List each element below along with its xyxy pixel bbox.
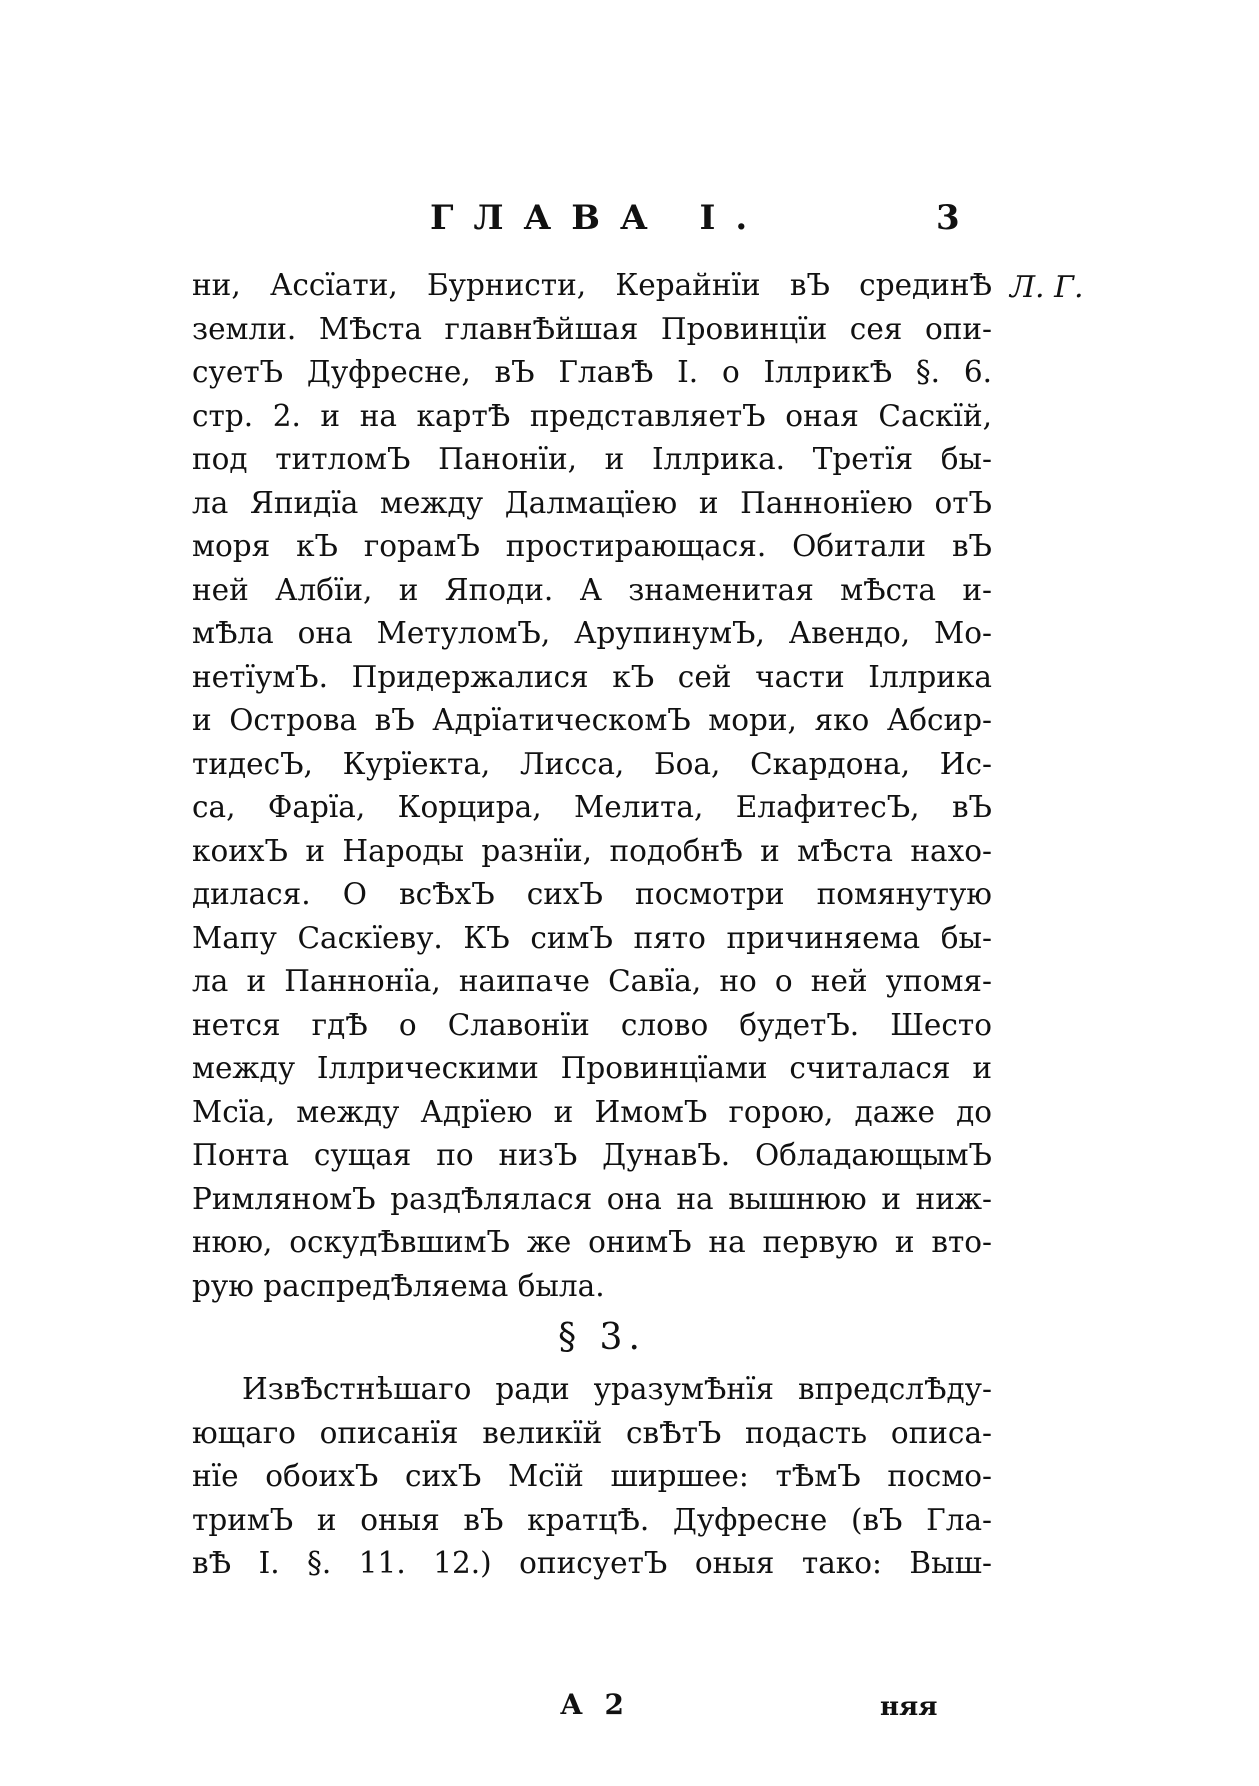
text-line: тидесЪ, Курїекта, Лисса, Боа, Скардона, Ис- xyxy=(192,746,992,781)
margin-note: Л. Г. xyxy=(1010,270,1084,305)
paragraph-1 xyxy=(192,264,992,1308)
main-text xyxy=(192,264,992,1586)
text-line: Мапу Саскїеву. КЪ симЪ пято причиняема бы- xyxy=(192,920,992,955)
text-line: нюю, оскудѢвшимЪ же онимЪ на первую и вто- xyxy=(192,1225,992,1259)
text-line: РимляномЪ раздѢлялася она на вышнюю и ниж- xyxy=(192,1181,992,1216)
text-line: ла и Паннонїа, наипаче Савїа, но о ней упомя- xyxy=(192,964,992,998)
catchword: няя xyxy=(880,1692,938,1722)
paragraph-2 xyxy=(192,1368,992,1586)
text-line: стр. 2. и на картѢ представляетЪ оная Саскїй, xyxy=(192,398,992,433)
text-line: моря кЪ горамЪ простирающася. Обитали вЪ xyxy=(192,529,992,563)
text-line: Мсїа, между Адрїею и ИмомЪ горою, даже до xyxy=(192,1094,992,1129)
text-line: ющаго описанїя великїй свѢтЪ подасть описа- xyxy=(192,1415,992,1450)
text-line: тримЪ и оныя вЪ кратцѢ. Дуфресне (вЪ Гла- xyxy=(192,1502,992,1537)
text-line: земли. МѢста главнѢйшая Провинцїи сея опи- xyxy=(192,311,992,346)
section-heading: § 3. xyxy=(558,1317,646,1358)
running-head: ГЛАВА I. xyxy=(430,198,768,238)
text-line: вѢ I. §. 11. 12.) описуетЪ оныя тако: Выш- xyxy=(192,1546,992,1580)
text-line: ней Албїи, и Яподи. А знаменитая мѢста и- xyxy=(192,572,992,607)
text-line: нется гдѢ о Славонїи слово будетЪ. Шесто xyxy=(192,1007,992,1042)
text-line: и Острова вЪ АдрїатическомЪ мори, яко Абсир- xyxy=(192,703,992,737)
text-line: ИзвѢстнѣшаго ради уразумѢнїя впредслѢду- xyxy=(242,1372,992,1406)
text-line: дилася. О всѢхЪ сихЪ посмотри помянутую xyxy=(192,877,992,911)
text-line: нетїумЪ. Придержалися кЪ сей части Іллрика xyxy=(192,659,992,694)
page-number: 3 xyxy=(936,198,960,238)
text-line: рую распредѢляема была. xyxy=(192,1268,605,1303)
text-line: между Іллрическими Провинцїами считалася и xyxy=(192,1051,992,1085)
text-line: ла Япидїа между Далмацїею и Паннонїею отЪ xyxy=(192,485,992,520)
text-line: мѢла она МетуломЪ, АрупинумЪ, Авендо, Мо- xyxy=(192,616,992,650)
text-line: суетЪ Дуфресне, вЪ ГлавѢ I. о ІллрикѢ §. 6. xyxy=(192,355,992,389)
text-line: ни, Ассїати, Бурнисти, Керайнїи вЪ срединѢ xyxy=(192,268,992,302)
text-line: Понта сущая по низЪ ДунавЪ. ОбладающымЪ xyxy=(192,1138,992,1172)
signature-mark: А 2 xyxy=(560,1688,631,1721)
text-line: под титломЪ Панонїи, и Іллрика. Третїя бы- xyxy=(192,442,992,476)
text-line: нїе обоихЪ сихЪ Мсїй ширшее: тѢмЪ посмо- xyxy=(192,1459,992,1493)
text-line: коихЪ и Народы разнїи, подобнѢ и мѢста нахо- xyxy=(192,833,992,868)
text-line: са, Фарїа, Корцира, Мелита, ЕлафитесЪ, вЪ xyxy=(192,790,992,824)
